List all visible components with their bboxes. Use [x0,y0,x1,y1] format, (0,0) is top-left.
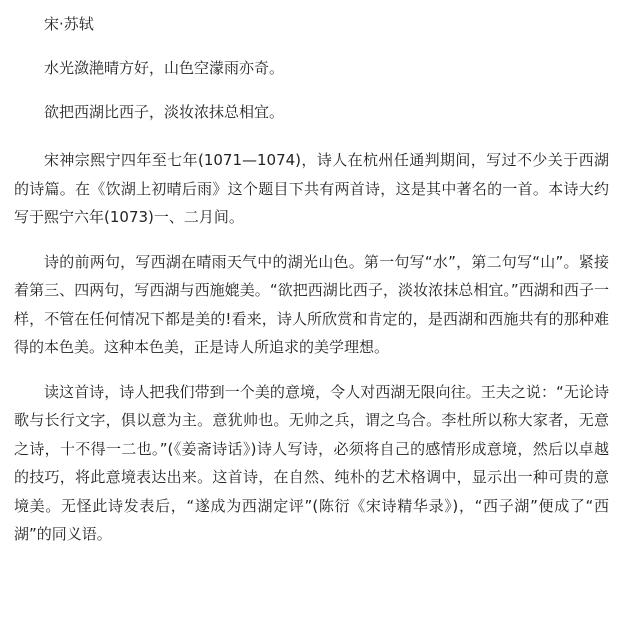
commentary-paragraph-3: 读这首诗，诗人把我们带到一个美的意境，令人对西湖无限向往。王夫之说：“无论诗歌与长行文字，俱以意为主。意犹帅也。无帅之兵，谓之乌合。李杜所以称大家者，无意之诗，十不得一二也。”(《姜斋诗话》)诗人写诗，必须将自己的感情形成意境，然后以卓越的技巧，将此意境表达出来。这首诗，在自然、纯朴的艺术格调中，显示出一种可贵的意境美。无怪此诗发表后，“遂成为西湖定评”(陈衍《宋诗精华录》)，“西子湖”便成了“西湖”的同义语。 [14,382,609,543]
commentary-paragraph-2: 诗的前两句，写西湖在晴雨天气中的湖光山色。第一句写“水”，第二句写“山”。紧接着第三、四两句，写西湖与西施媲美。“欲把西湖比西子，淡妆浓抹总相宜。”西湖和西子一样，不管在任何情况下都是美的!看来，诗人所欣赏和肯定的，是西湖和西施共有的那种难得的本色美。这种本色美，正是诗人所追求的美学理想。 [14,252,609,356]
poem-line-1: 水光潋滟晴方好，山色空濛雨亦奇。 [44,59,285,77]
poem-author: 宋·苏轼 [44,15,94,33]
commentary-paragraph-1: 宋神宗熙宁四年至七年(1071—1074)，诗人在杭州任通判期间，写过不少关于西湖的诗篇。在《饮湖上初晴后雨》这个题目下共有两首诗，这是其中著名的一首。本诗大约写于熙宁六年(1073)一、二月间。 [14,151,609,226]
poem-line-2: 欲把西湖比西子，淡妆浓抹总相宜。 [44,103,285,121]
